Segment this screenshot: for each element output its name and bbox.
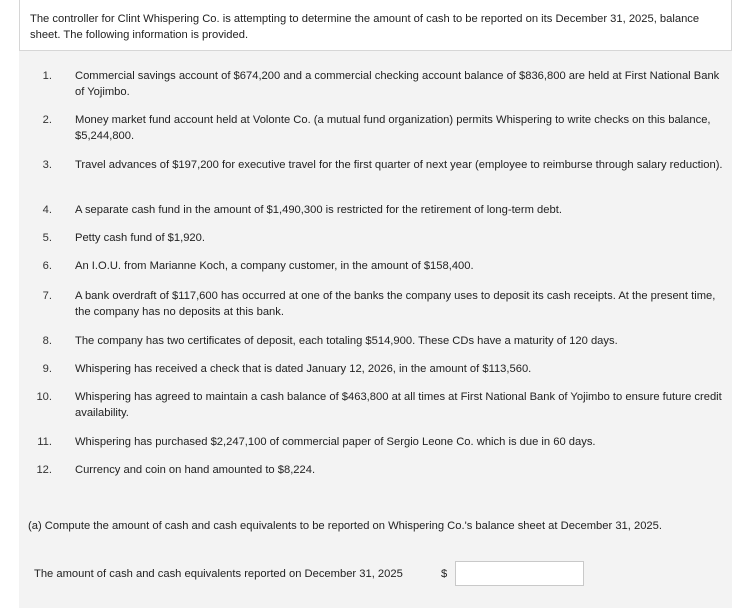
item-text: A separate cash fund in the amount of $1,490,300 is restricted for the retirement of long-term debt.: [75, 204, 562, 216]
item-number: 9.: [42, 363, 52, 375]
item-text: Petty cash fund of $1,920.: [75, 232, 205, 244]
item-text: Currency and coin on hand amounted to $8,224.: [75, 464, 316, 476]
question-text: (a) Compute the amount of cash and cash equivalents to be reported on Whispering Co.'s balance sheet at December 31, 2025.: [28, 520, 662, 532]
item-number: 2.: [42, 114, 52, 126]
answer-row: [34, 561, 634, 587]
item-number: 12.: [36, 464, 52, 476]
item-text: Whispering has received a check that is dated January 12, 2026, in the amount of $113,560.: [75, 363, 532, 375]
item-number: 10.: [36, 391, 52, 403]
item-text: Travel advances of $197,200 for executive travel for the first quarter of next year (employee to reimburse through salary reduction).: [75, 159, 723, 171]
item-text: A bank overdraft of $117,600 has occurred at one of the banks the company uses to deposit its cash receipts. At the present time, the company has no deposits at this bank.: [75, 290, 716, 318]
intro-text: The controller for Clint Whispering Co. is attempting to determine the amount of cash to be reported on its December 31, 2025, balance sheet. The following information is provided.: [30, 13, 700, 41]
currency-symbol: $: [441, 568, 448, 580]
item-number: 5.: [42, 232, 52, 244]
item-text: Whispering has agreed to maintain a cash balance of $463,800 at all times at First National Bank of Yojimbo to ensure future credit availability.: [75, 391, 722, 419]
item-number: 4.: [42, 204, 52, 216]
item-text: Money market fund account held at Volonte Co. (a mutual fund organization) permits Whispering to write checks on this balance, $5,244,800.: [75, 114, 711, 142]
item-number: 1.: [42, 70, 52, 82]
item-text: Whispering has purchased $2,247,100 of commercial paper of Sergio Leone Co. which is due in 60 days.: [75, 436, 596, 448]
item-number: 11.: [37, 436, 52, 448]
item-number: 7.: [42, 290, 52, 302]
item-number: 8.: [42, 335, 52, 347]
item-text: Commercial savings account of $674,200 and a commercial checking account balance of $836,800 are held at First National Bank of Yojimbo.: [75, 70, 720, 98]
item-text: An I.O.U. from Marianne Koch, a company customer, in the amount of $158,400.: [75, 260, 474, 272]
intro-card: [19, 0, 732, 51]
answer-label: The amount of cash and cash equivalents reported on December 31, 2025: [34, 568, 403, 580]
problem-body: [19, 51, 732, 608]
item-text: The company has two certificates of deposit, each totaling $514,900. These CDs have a maturity of 120 days.: [75, 335, 618, 347]
item-number: 3.: [42, 159, 52, 171]
item-number: 6.: [42, 260, 52, 272]
cash-equivalents-input[interactable]: [455, 561, 584, 586]
